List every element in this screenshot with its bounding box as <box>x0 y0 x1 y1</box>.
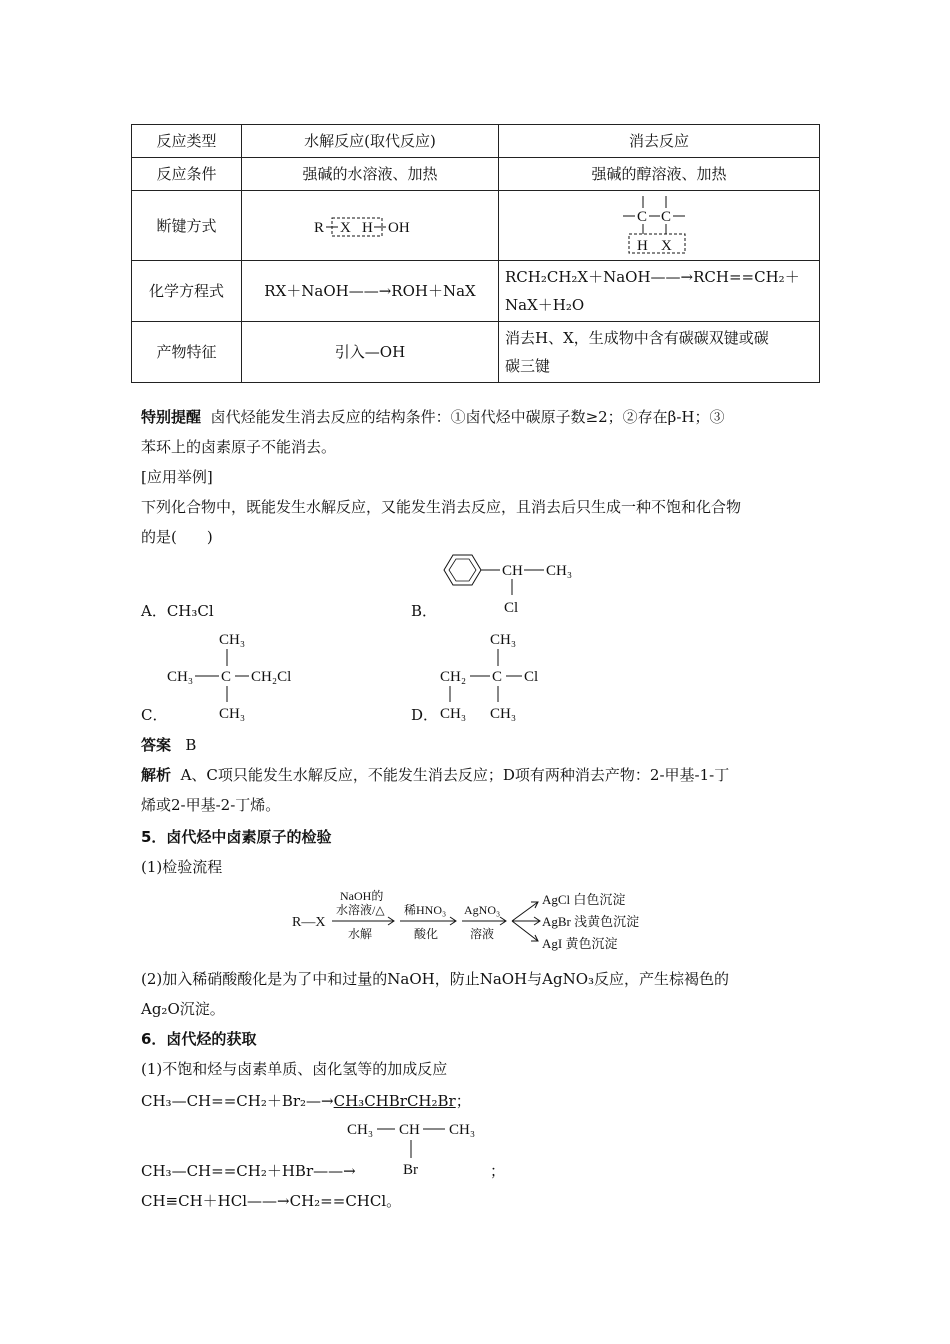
equation-2: CH₃—CH==CH₂＋HBr——→ <box>141 1162 356 1180</box>
equation-line: NaX＋H₂O <box>505 296 585 314</box>
flow-step1-top1: NaOH的 <box>340 889 384 903</box>
prod-right: CH₃ <box>449 1122 476 1138</box>
flow-start: R—X <box>292 915 326 930</box>
r-atom: R <box>314 219 325 236</box>
d-top: CH₃ <box>490 632 517 648</box>
row-label: 断键方式 <box>132 191 242 261</box>
flow-step2-bottom: 酸化 <box>414 927 439 941</box>
analysis-text: A、C项只能发生水解反应，不能发生消去反应；D项有两种消去产物：2-甲基-1-丁 <box>180 766 730 784</box>
answer-label: 答案 <box>141 736 172 754</box>
hydrolysis-bond-cell <box>242 191 499 261</box>
hydrolysis-cell: 引入—OH <box>242 322 499 383</box>
table-row <box>132 125 820 158</box>
x-atom: X <box>340 219 351 236</box>
equation-1 <box>141 1086 471 1116</box>
equation-1-end: ； <box>455 1092 471 1110</box>
option-d-label: D． <box>411 706 439 724</box>
c-right: CH₂Cl <box>251 669 292 685</box>
feature-line: 消去H、X，生成物中含有碳碳双键或碳 <box>505 329 769 347</box>
option-a: A．CH₃Cl <box>141 602 214 620</box>
hydrolysis-cell: 水解反应(取代反应) <box>242 125 499 158</box>
cl-atom: Cl <box>504 600 519 616</box>
x-atom: X <box>661 237 672 254</box>
tip-line-1 <box>141 402 725 432</box>
ch3-group: CH₃ <box>546 563 573 579</box>
ch-group: CH <box>502 563 523 579</box>
option-c-label: C． <box>141 706 168 724</box>
row-label: 产物特征 <box>132 322 242 383</box>
flow-step1-top2: 水溶液/△ <box>336 903 385 917</box>
elimination-cell <box>499 322 820 383</box>
section-6-title: 6．卤代烃的获取 <box>141 1030 257 1048</box>
tip-text: 卤代烃能发生消去反应的结构条件：①卤代烃中碳原子数≥2；②存在β-H；③ <box>210 408 725 426</box>
equation-line: RCH₂CH₂X＋NaOH——→RCH==CH₂＋ <box>505 268 800 286</box>
table-row <box>132 322 820 383</box>
d-left: CH₂ <box>440 669 467 685</box>
hydrolysis-bond-diagram <box>310 215 430 239</box>
tip-line-2: 苯环上的卤素原子不能消去。 <box>141 438 337 456</box>
analysis-line-2: 烯或2-甲基-2-丁烯。 <box>141 796 281 814</box>
flow-step3-bottom: 溶液 <box>470 927 495 941</box>
h-atom: H <box>362 219 373 236</box>
flow-result-agcl: AgCl 白色沉淀 <box>542 892 626 907</box>
elimination-bond-diagram <box>619 194 699 258</box>
prod-br: Br <box>403 1162 418 1178</box>
c-top: CH₃ <box>219 632 246 648</box>
section-5-title: 5．卤代烃中卤素原子的检验 <box>141 828 332 846</box>
section-5-sub2-line2: Ag₂O沉淀。 <box>141 1000 225 1018</box>
elimination-cell <box>499 261 820 322</box>
carbon-1: C <box>637 208 648 225</box>
example-header: [应用举例] <box>141 468 213 486</box>
answer-line <box>141 730 196 760</box>
c-center: C <box>221 669 232 685</box>
flow-result-agi: AgI 黄色沉淀 <box>542 936 618 951</box>
question-line-2: 的是( ) <box>141 528 213 546</box>
c-bottom: CH₃ <box>219 706 246 722</box>
option-b-label: B． <box>411 602 438 620</box>
c-left: CH₃ <box>167 669 194 685</box>
benzene-ring-icon <box>444 555 481 585</box>
option-b-structure <box>436 552 596 622</box>
question-line-1: 下列化合物中，既能发生水解反应，又能发生消去反应，且消去后只生成一种不饱和化合物 <box>141 498 742 516</box>
hydrolysis-cell: 强碱的水溶液、加热 <box>242 158 499 191</box>
option-c-structure <box>165 624 315 724</box>
equation-1-reactants: CH₃—CH==CH₂＋Br₂—→ <box>141 1092 334 1110</box>
elimination-bond-cell <box>499 191 820 261</box>
oh-group: OH <box>388 219 410 236</box>
hydrolysis-cell: RX＋NaOH——→ROH＋NaX <box>242 261 499 322</box>
d-bottom-left: CH₃ <box>440 706 467 722</box>
d-center: C <box>492 669 503 685</box>
prod-left: CH₃ <box>347 1122 374 1138</box>
d-right: Cl <box>524 669 539 685</box>
option-d-structure <box>438 624 578 724</box>
d-bottom: CH₃ <box>490 706 517 722</box>
table-row <box>132 158 820 191</box>
elimination-cell: 强碱的醇溶液、加热 <box>499 158 820 191</box>
carbon-2: C <box>661 208 672 225</box>
flow-step1-bottom: 水解 <box>348 927 373 941</box>
analysis-line-1 <box>141 760 729 790</box>
elimination-cell: 消去反应 <box>499 125 820 158</box>
h-atom: H <box>637 237 648 254</box>
equation-3: CH≡CH＋HCl——→CH₂==CHCl。 <box>141 1192 402 1210</box>
flow-result-agbr: AgBr 浅黄色沉淀 <box>542 914 640 929</box>
equation-1-product: CH₃CHBrCH₂Br <box>333 1092 456 1110</box>
answer-value: B <box>185 736 197 754</box>
feature-line: 碳三键 <box>505 357 551 375</box>
reaction-comparison-table <box>131 124 820 383</box>
flow-step3-top: AgNO₃ <box>464 903 501 917</box>
equation-2-end: ； <box>490 1162 506 1180</box>
section-5-sub1: (1)检验流程 <box>141 858 223 876</box>
flow-step2-top: 稀HNO₃ <box>404 903 447 917</box>
table-row <box>132 261 820 322</box>
analysis-label: 解析 <box>141 766 172 784</box>
row-label: 反应类型 <box>132 125 242 158</box>
section-5-sub2-line1: (2)加入稀硝酸酸化是为了中和过量的NaOH，防止NaOH与AgNO₃反应，产生棕褐色的 <box>141 970 730 988</box>
prod-middle: CH <box>399 1122 420 1138</box>
tip-title: 特别提醒 <box>141 408 202 426</box>
bromopropane-structure <box>345 1114 505 1184</box>
row-label: 化学方程式 <box>132 261 242 322</box>
table-row <box>132 191 820 261</box>
section-6-sub1: (1)不饱和烃与卤素单质、卤化氢等的加成反应 <box>141 1060 448 1078</box>
halogen-test-flowchart <box>290 884 670 960</box>
row-label: 反应条件 <box>132 158 242 191</box>
